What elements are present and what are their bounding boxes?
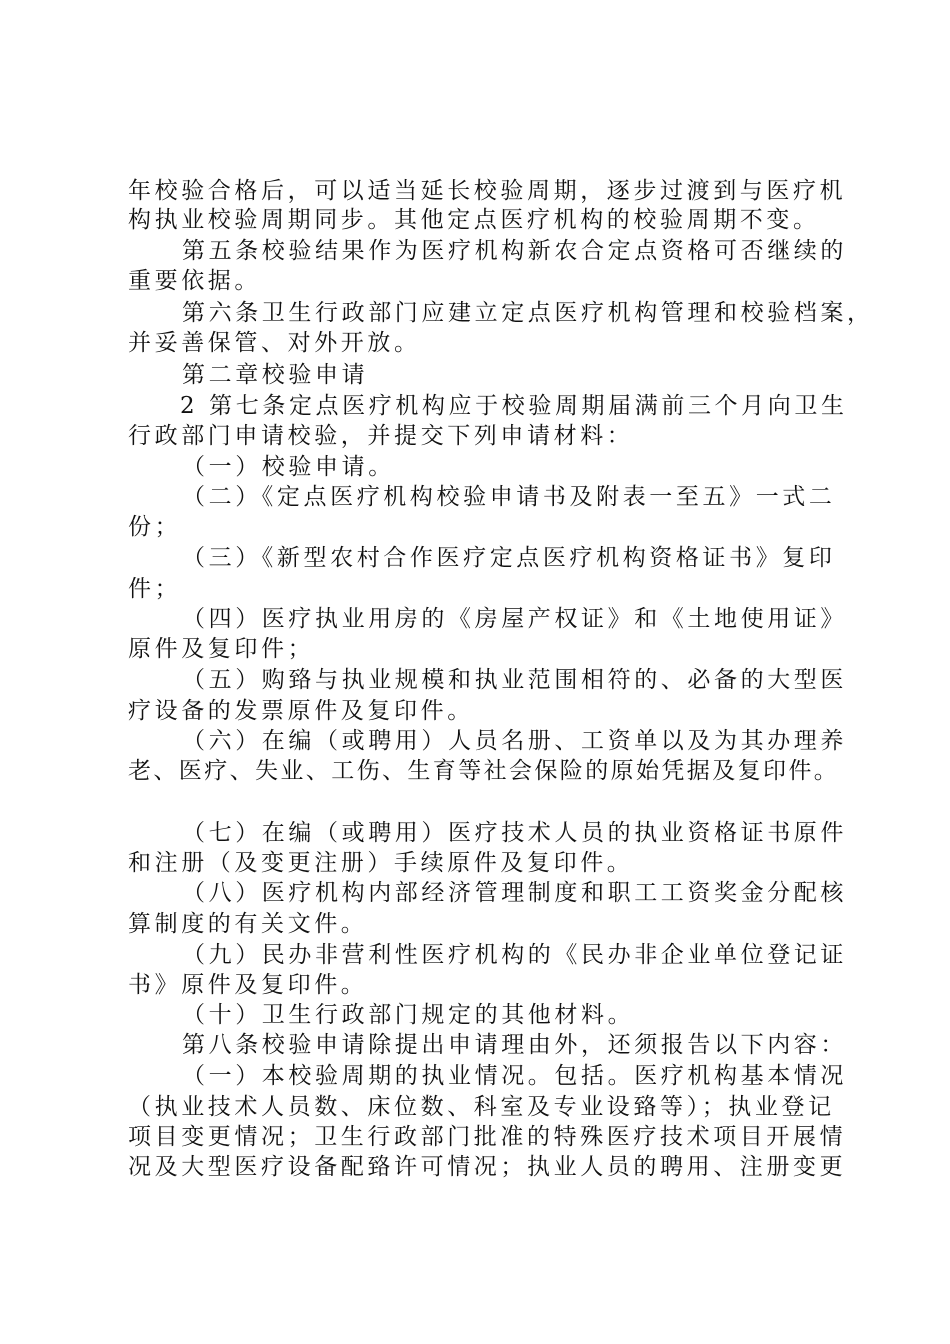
text-line-4: 重要依据。 [128, 268, 261, 294]
article-8-item-1-cont-1: （执业技术人员数、床位数、科室及专业设臵等）；执业登记 [128, 1094, 835, 1120]
list-item-2: （二）《定点医疗机构校验申请书及附表一至五》一式二 [182, 484, 836, 510]
list-item-1: （一）校验申请。 [182, 454, 395, 480]
text-line-6: 并妥善保管、对外开放。 [128, 330, 421, 356]
list-item-4: （四）医疗执业用房的《房屋产权证》和《土地使用证》 [182, 606, 847, 632]
list-item-6: （六）在编（或聘用）人员名册、工资单以及为其办理养 [182, 728, 847, 754]
article-8-item-1: （一）本校验周期的执业情况。包括。医疗机构基本情况 [182, 1063, 847, 1089]
list-item-5-cont: 疗设备的发票原件及复印件。 [128, 698, 474, 724]
text-line-5: 第六条卫生行政部门应建立定点医疗机构管理和校验档案， [182, 300, 874, 326]
article-8: 第八条校验申请除提出申请理由外，还须报告以下内容： [182, 1032, 847, 1058]
article-8-item-1-cont-3: 况及大型医疗设备配臵许可情况；执业人员的聘用、注册变更 [128, 1154, 847, 1180]
list-item-8: （八）医疗机构内部经济管理制度和职工工资奖金分配核 [182, 880, 847, 906]
list-item-4-cont: 原件及复印件； [128, 636, 315, 662]
list-item-6-cont: 老、医疗、失业、工伤、生育等社会保险的原始凭据及复印件。 [128, 758, 840, 784]
article-8-item-1-cont-2: 项目变更情况；卫生行政部门批准的特殊医疗技术项目开展情 [128, 1124, 847, 1150]
list-item-3-cont: 件； [128, 576, 182, 602]
list-item-9-cont: 书》原件及复印件。 [128, 972, 368, 998]
text-line-8: 2 第七条定点医疗机构应于校验周期届满前三个月向卫生 [180, 393, 848, 419]
list-item-10: （十）卫生行政部门规定的其他材料。 [182, 1002, 635, 1028]
text-line-3: 第五条校验结果作为医疗机构新农合定点资格可否继续的 [182, 238, 847, 264]
list-item-8-cont: 算制度的有关文件。 [128, 911, 368, 937]
list-item-3: （三）《新型农村合作医疗定点医疗机构资格证书》复印 [182, 545, 836, 571]
text-line-2: 构执业校验周期同步。其他定点医疗机构的校验周期不变。 [128, 207, 820, 233]
text-line-1: 年校验合格后，可以适当延长校验周期，逐步过渡到与医疗机 [128, 178, 847, 204]
list-item-2-cont: 份； [128, 514, 182, 540]
list-item-5: （五）购臵与执业规模和执业范围相符的、必备的大型医 [182, 667, 847, 693]
chapter-heading: 第二章校验申请 [182, 362, 369, 388]
list-item-7-cont: 和注册（及变更注册）手续原件及复印件。 [128, 850, 634, 876]
list-item-9: （九）民办非营利性医疗机构的《民办非企业单位登记证 [182, 942, 847, 968]
list-item-7: （七）在编（或聘用）医疗技术人员的执业资格证书原件 [182, 820, 847, 846]
text-line-9: 行政部门申请校验，并提交下列申请材料： [128, 423, 634, 449]
